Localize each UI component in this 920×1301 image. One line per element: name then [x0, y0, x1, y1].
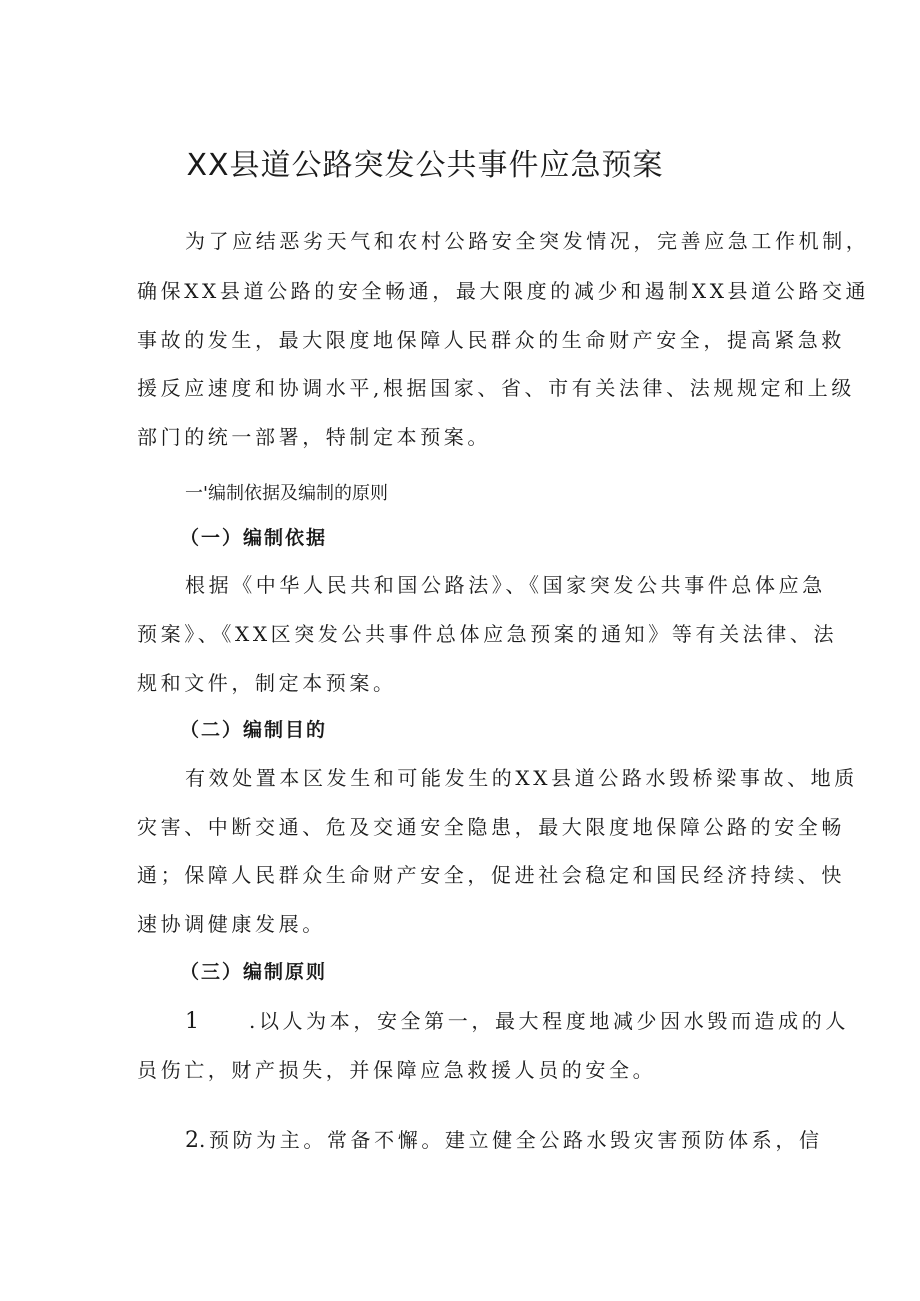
principle-1-text: .以人为本，安全第一，最大程度地减少因水毁而造成的人	[249, 1009, 849, 1033]
purpose-line-4: 速协调健康发展。	[137, 912, 326, 936]
purpose-line-2: 灾害、中断交通、危及交通安全隐患，最大限度地保障公路的安全畅	[137, 815, 845, 839]
basis-line-3: 规和文件，制定本预案。	[137, 671, 397, 695]
principle-1-line-2: 员伤亡，财产损失，并保障应急救援人员的安全。	[137, 1058, 657, 1082]
intro-line-4: 援反应速度和协调水平,根据国家、省、市有关法律、法规规定和上级	[137, 376, 855, 400]
principle-2-line-1	[185, 1128, 823, 1153]
subsection-heading-purpose: （二）编制目的	[180, 719, 328, 741]
principle-1-line-1	[185, 1009, 849, 1034]
principle-1-number: 1	[185, 1009, 199, 1034]
intro-line-5: 部门的统一部署，特制定本预案。	[137, 425, 491, 449]
intro-line-2: 确保XX县道公路的安全畅通，最大限度的减少和遏制XX县道公路交通	[137, 279, 870, 303]
document-title: XX县道公路突发公共事件应急预案	[186, 148, 664, 183]
basis-line-1: 根据《中华人民共和国公路法》、《国家突发公共事件总体应急	[185, 573, 826, 597]
purpose-line-1: 有效处置本区发生和可能发生的XX县道公路水毁桥梁事故、地质	[185, 766, 858, 790]
basis-line-2: 预案》、《XX区突发公共事件总体应急预案的通知》等有关法律、法	[137, 622, 838, 646]
principle-2-number: 2	[185, 1128, 199, 1153]
subsection-heading-principles: （三）编制原则	[180, 961, 328, 983]
section-heading: 一'编制依据及编制的原则	[185, 483, 388, 504]
principle-2-text: .预防为主。常备不懈。建立健全公路水毁灾害预防体系，信	[199, 1128, 823, 1152]
intro-line-1: 为了应结恶劣天气和农村公路安全突发情况，完善应急工作机制，	[185, 229, 870, 253]
purpose-line-3: 通；保障人民群众生命财产安全，促进社会稳定和国民经济持续、快	[137, 863, 845, 887]
subsection-heading-basis: （一）编制依据	[180, 527, 328, 549]
intro-line-3: 事故的发生，最大限度地保障人民群众的生命财产安全，提高紧急救	[137, 328, 845, 352]
